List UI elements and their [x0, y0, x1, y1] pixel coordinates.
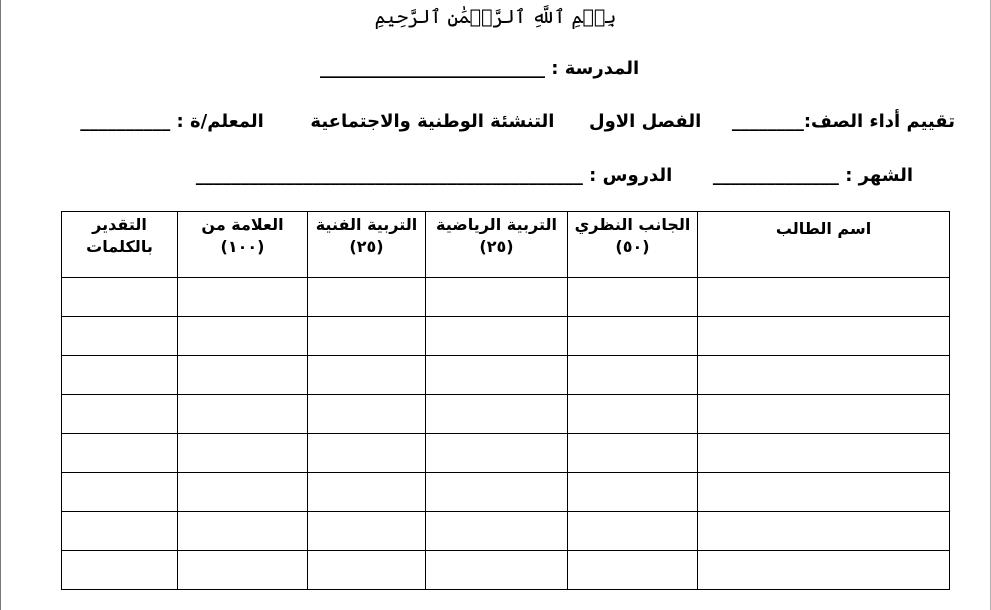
table-row	[62, 395, 950, 434]
cell-theory[interactable]	[568, 395, 698, 434]
cell-total[interactable]	[178, 551, 308, 590]
table-header-row	[62, 212, 950, 278]
cell-theory[interactable]	[568, 551, 698, 590]
header-student-name: اسم الطالب	[698, 212, 950, 278]
cell-total[interactable]	[178, 278, 308, 317]
cell-total[interactable]	[178, 434, 308, 473]
header-grade-words: التقدير بالكلمات	[62, 212, 178, 278]
month-blank[interactable]: ______________	[712, 165, 839, 186]
school-line	[320, 58, 690, 79]
cell-art[interactable]	[308, 395, 426, 434]
table-row	[62, 356, 950, 395]
header-art-education: التربية الفنية (٢٥)	[308, 212, 426, 278]
cell-physical[interactable]	[426, 356, 568, 395]
cell-theory[interactable]	[568, 434, 698, 473]
cell-theory[interactable]	[568, 512, 698, 551]
cell-student-name[interactable]	[698, 356, 950, 395]
cell-physical[interactable]	[426, 512, 568, 551]
cell-art[interactable]	[308, 551, 426, 590]
cell-grade-words[interactable]	[62, 473, 178, 512]
cell-art[interactable]	[308, 317, 426, 356]
evaluation-blank[interactable]: ________	[731, 111, 804, 132]
table-row	[62, 278, 950, 317]
cell-total[interactable]	[178, 512, 308, 551]
cell-physical[interactable]	[426, 395, 568, 434]
header-theory: الجانب النظري (٥٠)	[568, 212, 698, 278]
evaluation-line	[55, 111, 955, 132]
cell-grade-words[interactable]	[62, 356, 178, 395]
cell-student-name[interactable]	[698, 551, 950, 590]
term-text: الفصل الاول	[588, 111, 702, 132]
cell-student-name[interactable]	[698, 317, 950, 356]
cell-grade-words[interactable]	[62, 512, 178, 551]
cell-art[interactable]	[308, 473, 426, 512]
school-label: المدرسة :	[551, 58, 640, 79]
cell-grade-words[interactable]	[62, 551, 178, 590]
cell-grade-words[interactable]	[62, 434, 178, 473]
cell-art[interactable]	[308, 434, 426, 473]
header-physical-education: التربية الرياضية (٢٥)	[426, 212, 568, 278]
school-blank[interactable]: _________________________	[320, 58, 545, 79]
cell-physical[interactable]	[426, 473, 568, 512]
subject-text: التنشئة الوطنية والاجتماعية	[310, 111, 555, 132]
cell-theory[interactable]	[568, 317, 698, 356]
cell-theory[interactable]	[568, 278, 698, 317]
cell-grade-words[interactable]	[62, 278, 178, 317]
cell-student-name[interactable]	[698, 278, 950, 317]
teacher-blank[interactable]: __________	[80, 111, 171, 132]
lessons-blank[interactable]: ___________________________________________	[195, 165, 583, 186]
cell-student-name[interactable]	[698, 512, 950, 551]
evaluation-label: تقييم أداء الصف:	[803, 111, 955, 132]
cell-physical[interactable]	[426, 434, 568, 473]
cell-total[interactable]	[178, 395, 308, 434]
cell-student-name[interactable]	[698, 395, 950, 434]
table-row	[62, 434, 950, 473]
cell-art[interactable]	[308, 278, 426, 317]
header-total-mark: العلامة من (١٠٠)	[178, 212, 308, 278]
cell-total[interactable]	[178, 356, 308, 395]
teacher-label: المعلم/ة :	[176, 111, 264, 132]
cell-physical[interactable]	[426, 278, 568, 317]
table-row	[62, 551, 950, 590]
table-row	[62, 317, 950, 356]
grades-table	[61, 211, 950, 590]
month-label: الشهر :	[845, 165, 913, 186]
cell-theory[interactable]	[568, 473, 698, 512]
month-lessons-line	[85, 165, 913, 186]
cell-grade-words[interactable]	[62, 317, 178, 356]
cell-physical[interactable]	[426, 551, 568, 590]
cell-total[interactable]	[178, 317, 308, 356]
cell-total[interactable]	[178, 473, 308, 512]
cell-grade-words[interactable]	[62, 395, 178, 434]
cell-student-name[interactable]	[698, 473, 950, 512]
page-left-border	[0, 0, 1, 610]
lessons-label: الدروس :	[589, 165, 673, 186]
cell-art[interactable]	[308, 512, 426, 551]
cell-physical[interactable]	[426, 317, 568, 356]
basmala-heading: بِسۡمِ ٱللَّهِ ٱلرَّحۡمَٰنِ ٱلرَّحِيمِ	[374, 6, 617, 28]
table-row	[62, 512, 950, 551]
cell-art[interactable]	[308, 356, 426, 395]
table-row	[62, 473, 950, 512]
cell-student-name[interactable]	[698, 434, 950, 473]
cell-theory[interactable]	[568, 356, 698, 395]
